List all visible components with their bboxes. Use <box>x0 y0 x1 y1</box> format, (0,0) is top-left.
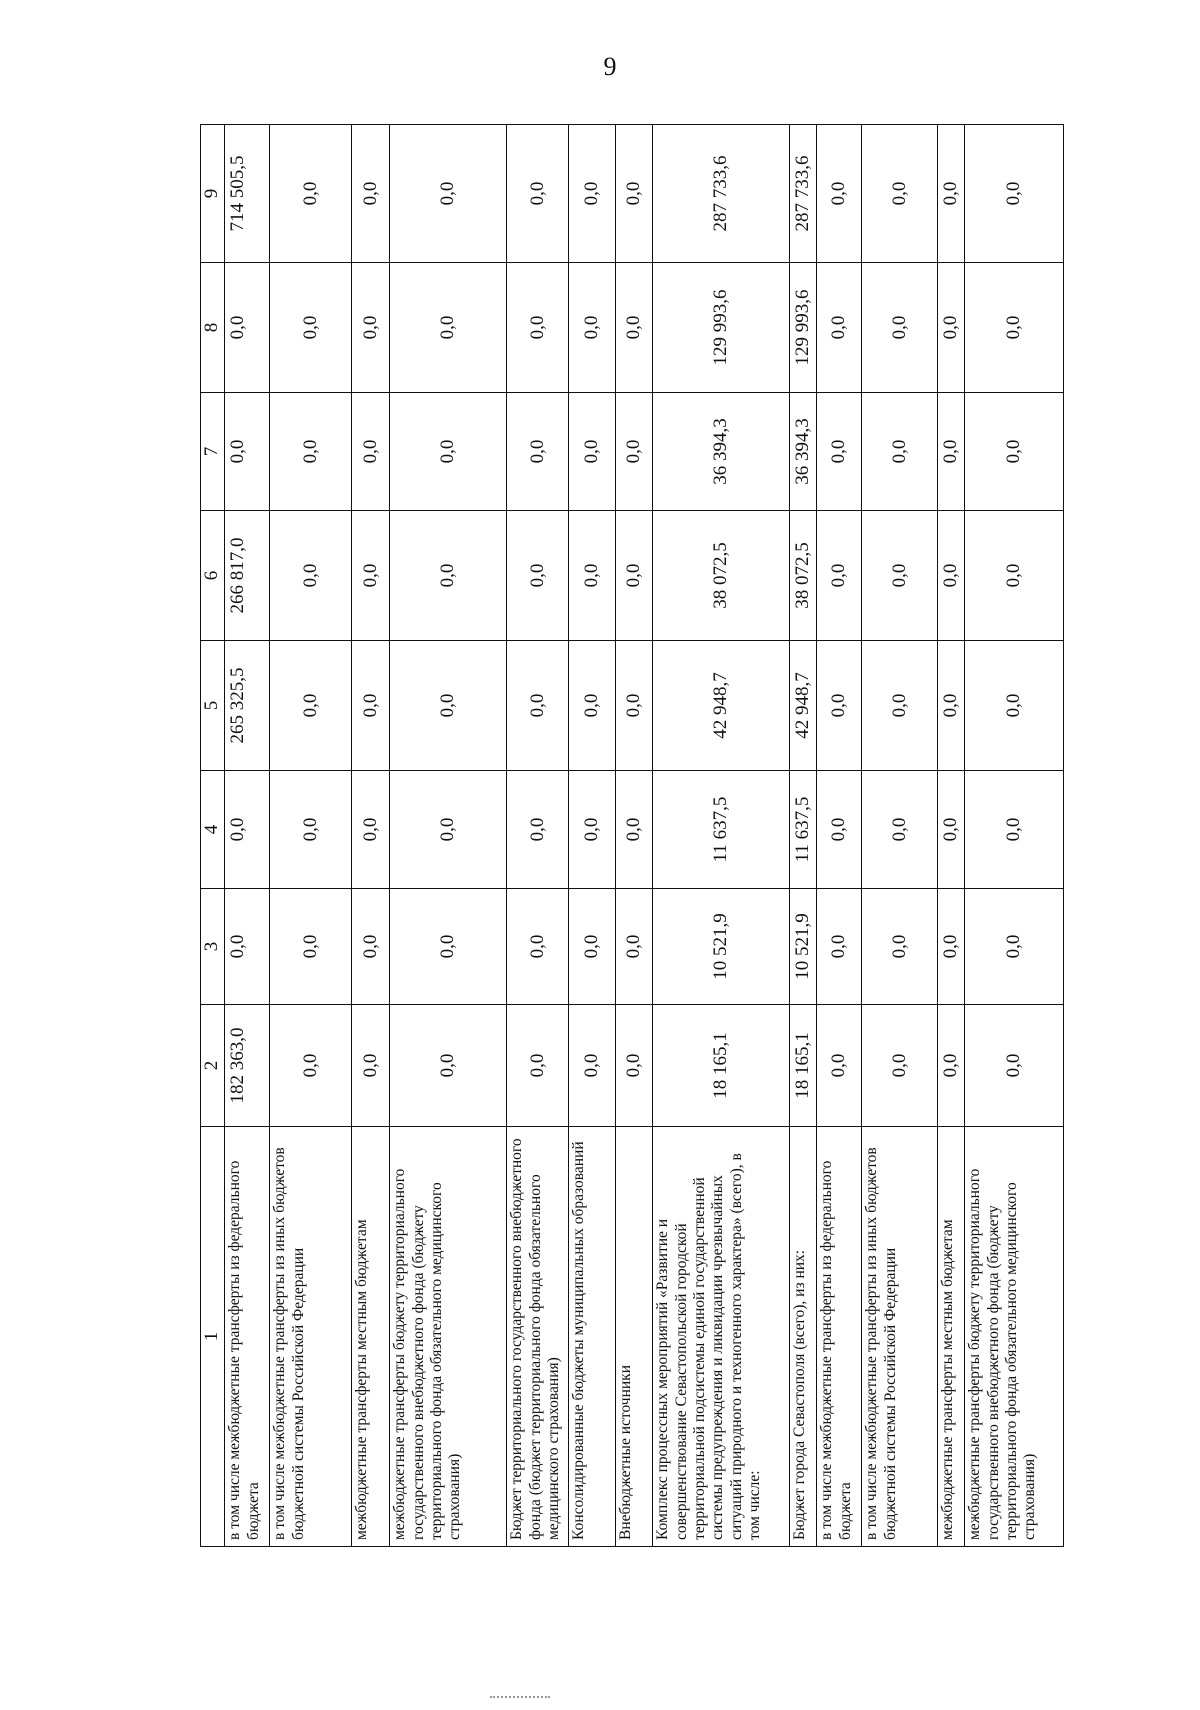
table-cell: 0,0 <box>938 393 965 511</box>
header-row <box>201 125 225 1547</box>
table-cell: 0,0 <box>965 393 1064 511</box>
table-cell: 0,0 <box>352 771 390 889</box>
table-cell: 0,0 <box>569 393 616 511</box>
column-header: 3 <box>201 889 225 1005</box>
table-cell: 0,0 <box>965 125 1064 263</box>
table-cell: 0,0 <box>270 393 352 511</box>
table-cell: 0,0 <box>507 1005 569 1127</box>
table-cell: 0,0 <box>270 511 352 641</box>
rotated-table-container <box>200 125 1058 1547</box>
table-cell: 0,0 <box>270 263 352 393</box>
table-cell: 0,0 <box>569 1005 616 1127</box>
table-cell: 0,0 <box>569 125 616 263</box>
table-cell: 0,0 <box>817 125 862 263</box>
table-cell: 0,0 <box>569 889 616 1005</box>
table-cell: 0,0 <box>352 889 390 1005</box>
table-cell: 0,0 <box>862 393 938 511</box>
table-cell: 38 072,5 <box>790 511 817 641</box>
table-cell: 0,0 <box>938 511 965 641</box>
table-cell: 0,0 <box>352 393 390 511</box>
table-cell: 287 733,6 <box>790 125 817 263</box>
table-cell: 36 394,3 <box>790 393 817 511</box>
table-cell: 0,0 <box>270 889 352 1005</box>
row-label: в том числе межбюджетные трансферты из федерального бюджета <box>225 1127 270 1547</box>
table-row <box>817 125 862 1547</box>
table-cell: 0,0 <box>507 511 569 641</box>
table-cell: 0,0 <box>507 393 569 511</box>
column-header: 7 <box>201 393 225 511</box>
table-cell: 0,0 <box>569 263 616 393</box>
table-cell: 0,0 <box>616 511 653 641</box>
table-cell: 42 948,7 <box>653 641 790 771</box>
row-label: межбюджетные трансферты бюджету территориального государственного внебюджетного фонда (бюджету территориального фонда обязательного медицинского страхования) <box>965 1127 1064 1547</box>
table-cell: 0,0 <box>817 1005 862 1127</box>
table-cell: 0,0 <box>817 511 862 641</box>
table-cell: 0,0 <box>352 511 390 641</box>
column-header: 1 <box>201 1127 225 1547</box>
table-cell: 0,0 <box>938 1005 965 1127</box>
table-cell: 18 165,1 <box>653 1005 790 1127</box>
table-cell: 0,0 <box>862 641 938 771</box>
table-cell: 42 948,7 <box>790 641 817 771</box>
row-label: межбюджетные трансферты бюджету территориального государственного внебюджетного фонда (бюджету территориального фонда обязательного медицинского страхования) <box>390 1127 507 1547</box>
table-cell: 0,0 <box>569 511 616 641</box>
table-cell: 10 521,9 <box>790 889 817 1005</box>
table-cell: 0,0 <box>507 889 569 1005</box>
table-cell: 0,0 <box>965 889 1064 1005</box>
table-cell: 0,0 <box>862 511 938 641</box>
table-cell: 266 817,0 <box>225 511 270 641</box>
table-cell: 182 363,0 <box>225 1005 270 1127</box>
table-cell: 0,0 <box>390 1005 507 1127</box>
row-label: Бюджет города Севастополя (всего), из них: <box>790 1127 817 1547</box>
table-cell: 0,0 <box>616 125 653 263</box>
column-header: 5 <box>201 641 225 771</box>
table-cell: 129 993,6 <box>653 263 790 393</box>
table-row <box>862 125 938 1547</box>
table-cell: 0,0 <box>225 771 270 889</box>
table-cell: 0,0 <box>862 1005 938 1127</box>
table-cell: 0,0 <box>965 641 1064 771</box>
table-cell: 10 521,9 <box>653 889 790 1005</box>
table-cell: 0,0 <box>938 641 965 771</box>
column-header: 6 <box>201 511 225 641</box>
row-label: Внебюджетные источники <box>616 1127 653 1547</box>
row-label: Комплекс процессных мероприятий «Развитие и совершенствование Севастопольской городской территориальной подсистемы единой государственной системы предупреждения и ликвидации чрезвычайных ситуаций природного и техногенного характера» (всего), в том числе: <box>653 1127 790 1547</box>
table-cell: 0,0 <box>862 125 938 263</box>
column-header: 9 <box>201 125 225 263</box>
table-cell: 0,0 <box>569 771 616 889</box>
table-cell: 0,0 <box>965 263 1064 393</box>
table-cell: 0,0 <box>270 1005 352 1127</box>
table-cell: 0,0 <box>616 1005 653 1127</box>
table-row <box>569 125 616 1547</box>
row-label: в том числе межбюджетные трансферты из иных бюджетов бюджетной системы Российской Федерации <box>862 1127 938 1547</box>
table-cell: 0,0 <box>352 641 390 771</box>
table-cell: 0,0 <box>507 771 569 889</box>
budget-table <box>200 124 1064 1547</box>
table-cell: 0,0 <box>569 641 616 771</box>
table-cell: 11 637,5 <box>653 771 790 889</box>
table-cell: 11 637,5 <box>790 771 817 889</box>
row-label: межбюджетные трансферты местным бюджетам <box>352 1127 390 1547</box>
table-cell: 38 072,5 <box>653 511 790 641</box>
table-cell: 0,0 <box>938 263 965 393</box>
table-cell: 0,0 <box>352 1005 390 1127</box>
table-cell: 36 394,3 <box>653 393 790 511</box>
table-cell: 0,0 <box>390 125 507 263</box>
row-label: в том числе межбюджетные трансферты из иных бюджетов бюджетной системы Российской Федерации <box>270 1127 352 1547</box>
table-cell: 0,0 <box>817 771 862 889</box>
table-row <box>938 125 965 1547</box>
table-cell: 0,0 <box>862 771 938 889</box>
table-cell: 0,0 <box>616 263 653 393</box>
table-cell: 714 505,5 <box>225 125 270 263</box>
table-cell: 0,0 <box>270 771 352 889</box>
table-row <box>225 125 270 1547</box>
table-cell: 0,0 <box>225 393 270 511</box>
table-row <box>965 125 1064 1547</box>
table-cell: 0,0 <box>817 393 862 511</box>
table-cell: 18 165,1 <box>790 1005 817 1127</box>
table-cell: 0,0 <box>965 1005 1064 1127</box>
table-cell: 0,0 <box>817 263 862 393</box>
row-label: межбюджетные трансферты местным бюджетам <box>938 1127 965 1547</box>
scan-mark <box>490 1696 550 1702</box>
table-cell: 0,0 <box>390 263 507 393</box>
table-cell: 0,0 <box>390 771 507 889</box>
table-row <box>352 125 390 1547</box>
table-cell: 265 325,5 <box>225 641 270 771</box>
table-cell: 0,0 <box>352 263 390 393</box>
column-header: 4 <box>201 771 225 889</box>
table-cell: 0,0 <box>390 641 507 771</box>
table-cell: 0,0 <box>965 511 1064 641</box>
table-cell: 0,0 <box>390 511 507 641</box>
table-cell: 0,0 <box>225 263 270 393</box>
table-row <box>653 125 790 1547</box>
table-cell: 0,0 <box>390 889 507 1005</box>
table-cell: 0,0 <box>938 889 965 1005</box>
column-header: 2 <box>201 1005 225 1127</box>
table-cell: 0,0 <box>225 889 270 1005</box>
table-cell: 0,0 <box>817 641 862 771</box>
table-cell: 0,0 <box>507 263 569 393</box>
page-number: 9 <box>603 52 617 81</box>
row-label: Бюджет территориального государственного внебюджетного фонда (бюджет территориального фонда обязательного медицинского страхования) <box>507 1127 569 1547</box>
table-cell: 129 993,6 <box>790 263 817 393</box>
table-cell: 0,0 <box>817 889 862 1005</box>
table-cell: 0,0 <box>616 393 653 511</box>
table-cell: 0,0 <box>616 889 653 1005</box>
table-cell: 287 733,6 <box>653 125 790 263</box>
row-label: в том числе межбюджетные трансферты из федерального бюджета <box>817 1127 862 1547</box>
table-cell: 0,0 <box>352 125 390 263</box>
column-header: 8 <box>201 263 225 393</box>
table-cell: 0,0 <box>270 641 352 771</box>
table-row <box>390 125 507 1547</box>
table-cell: 0,0 <box>507 125 569 263</box>
table-cell: 0,0 <box>862 889 938 1005</box>
table-cell: 0,0 <box>616 641 653 771</box>
table-cell: 0,0 <box>965 771 1064 889</box>
table-cell: 0,0 <box>938 125 965 263</box>
table-row <box>270 125 352 1547</box>
table-cell: 0,0 <box>862 263 938 393</box>
table-cell: 0,0 <box>270 125 352 263</box>
table-row <box>790 125 817 1547</box>
table-cell: 0,0 <box>938 771 965 889</box>
row-label: Консолидированные бюджеты муниципальных образований <box>569 1127 616 1547</box>
table-row <box>616 125 653 1547</box>
table-cell: 0,0 <box>616 771 653 889</box>
table-row <box>507 125 569 1547</box>
table-cell: 0,0 <box>507 641 569 771</box>
table-cell: 0,0 <box>390 393 507 511</box>
